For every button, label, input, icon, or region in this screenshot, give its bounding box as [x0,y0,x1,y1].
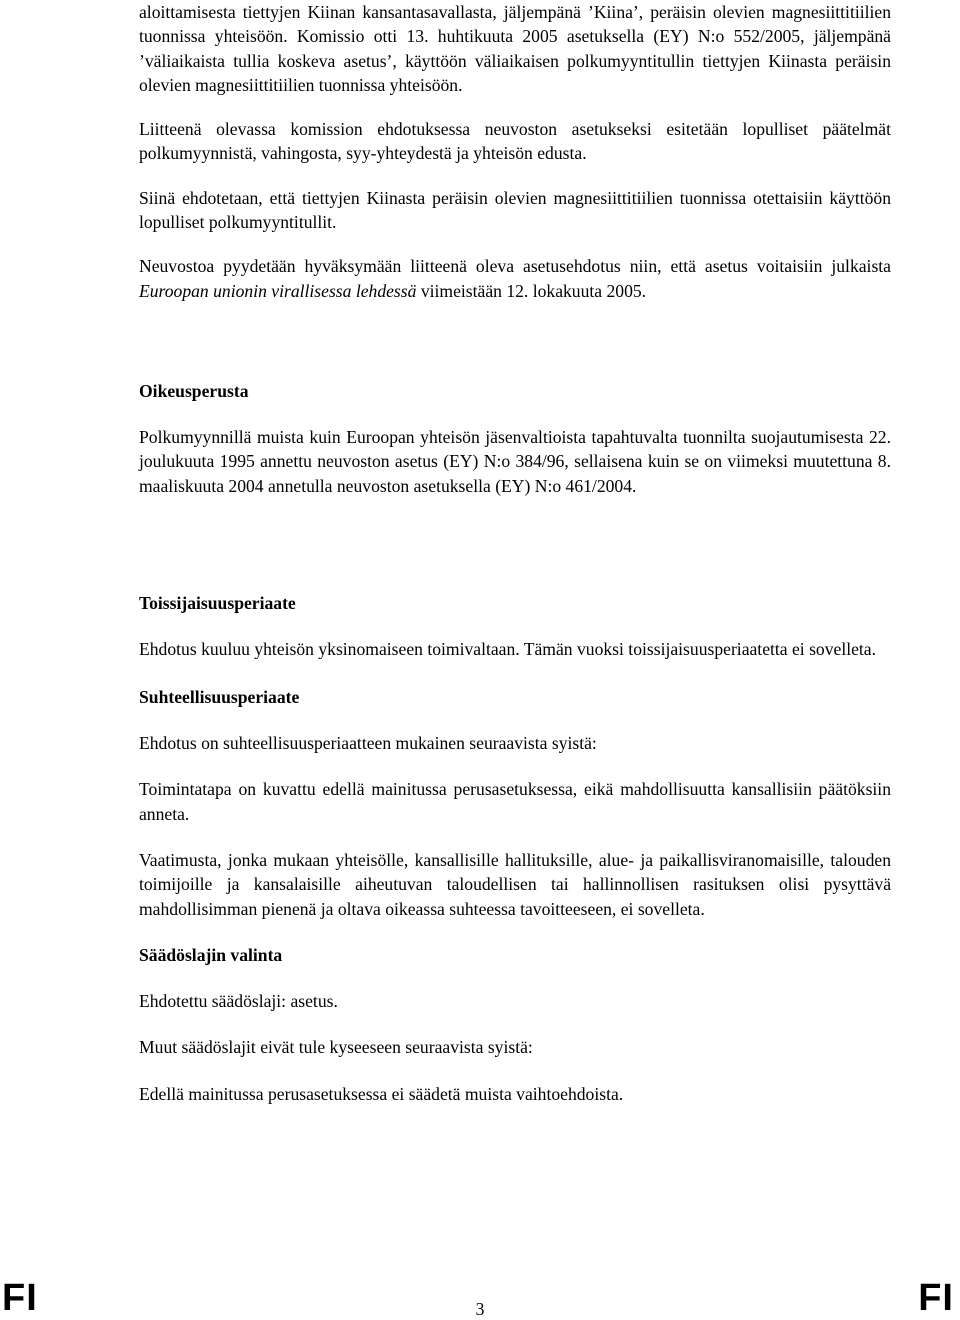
paragraph-legal-basis: Polkumyynnillä muista kuin Euroopan yhteisön jäsenvaltioista tapahtuvalta tuonnilta suojautumisesta 22. joulukuuta 1995 annettu neuvoston asetus (EY) N:o 384/96, sellaisena kuin se on viimeksi muutettuna 8. maaliskuuta 2004 annetulla neuvoston asetuksella (EY) N:o 461/2004. [139,426,891,496]
paragraph-instrument-other-intro: Muut säädöslajit eivät tule kyseeseen seuraavista syistä: [139,1037,533,1058]
footer-language-code-left: FI [2,1277,38,1319]
paragraph-proportionality-intro: Ehdotus on suhteellisuusperiaatteen mukainen seuraavista syistä: [139,733,597,754]
paragraph-intro-continuation: aloittamisesta tiettyjen Kiinan kansantasavallasta, jäljempänä ’Kiina’, peräisin olevien magnesiittitiilien tuonnissa yhteisöön. Komissio otti 13. huhtikuuta 2005 asetuksella (EY) N:o 552/2005, jäljempänä ’väliaikaista tullia koskeva asetus’, käyttöön väliaikaisen polkumyyntitullin tiettyjen Kiinasta peräisin olevien magnesiittitiilien tuonnissa yhteisöön. [139,2,891,95]
heading-proportionality: Suhteellisuusperiaate [139,687,300,708]
council-request-text-after: viimeistään 12. lokakuuta 2005. [416,280,647,301]
paragraph-instrument-other-reason: Edellä mainitussa perusasetuksessa ei säädetä muista vaihtoehdoista. [139,1083,624,1104]
page-number: 3 [475,1299,485,1319]
paragraph-subsidiarity: Ehdotus kuuluu yhteisön yksinomaiseen toimivaltaan. Tämän vuoksi toissijaisuusperiaatetta ei sovelleta. [139,638,877,659]
paragraph-instrument-proposed: Ehdotettu säädöslaji: asetus. [139,990,338,1011]
paragraph-proposal: Siinä ehdotetaan, että tiettyjen Kiinasta peräisin olevien magnesiittitiilien tuonnissa otettaisiin käyttöön lopulliset polkumyyntitullit. [139,187,891,233]
document-page [139,0,891,1106]
journal-title: Euroopan unionin virallisessa lehdessä [139,280,417,301]
paragraph-proportionality-form: Toimintatapa on kuvattu edellä mainitussa perusasetuksessa, eikä mahdollisuutta kansallisiin päätöksiin anneta. [139,779,891,824]
heading-instrument: Säädöslajin valinta [139,944,283,965]
paragraph-proportionality-burden: Vaatimusta, jonka mukaan yhteisölle, kansallisille hallituksille, alue- ja paikallisviranomaisille, talouden toimijoille ja kansalaisille aiheutuvan taloudellisen tai hallinnollisen rasituksen olisi pysyttävä mahdollisimman pienenä ja oltava oikeassa suhteessa tavoitteeseen, ei sovelleta. [139,850,891,919]
paragraph-annex-conclusions: Liitteenä olevassa komission ehdotuksessa neuvoston asetukseksi esitetään lopulliset päätelmät polkumyynnistä, vahingosta, syy-yhteydestä ja yhteisön edusta. [139,119,891,164]
paragraph-council-request [139,254,891,303]
heading-subsidiarity: Toissijaisuusperiaate [139,592,296,613]
heading-legal-basis: Oikeusperusta [139,380,249,401]
footer-language-code-right: FI [918,1277,954,1319]
council-request-text-before: Neuvostoa pyydetään hyväksymään liitteenä oleva asetusehdotus niin, että asetus voitaisiin julkaista [139,256,891,277]
